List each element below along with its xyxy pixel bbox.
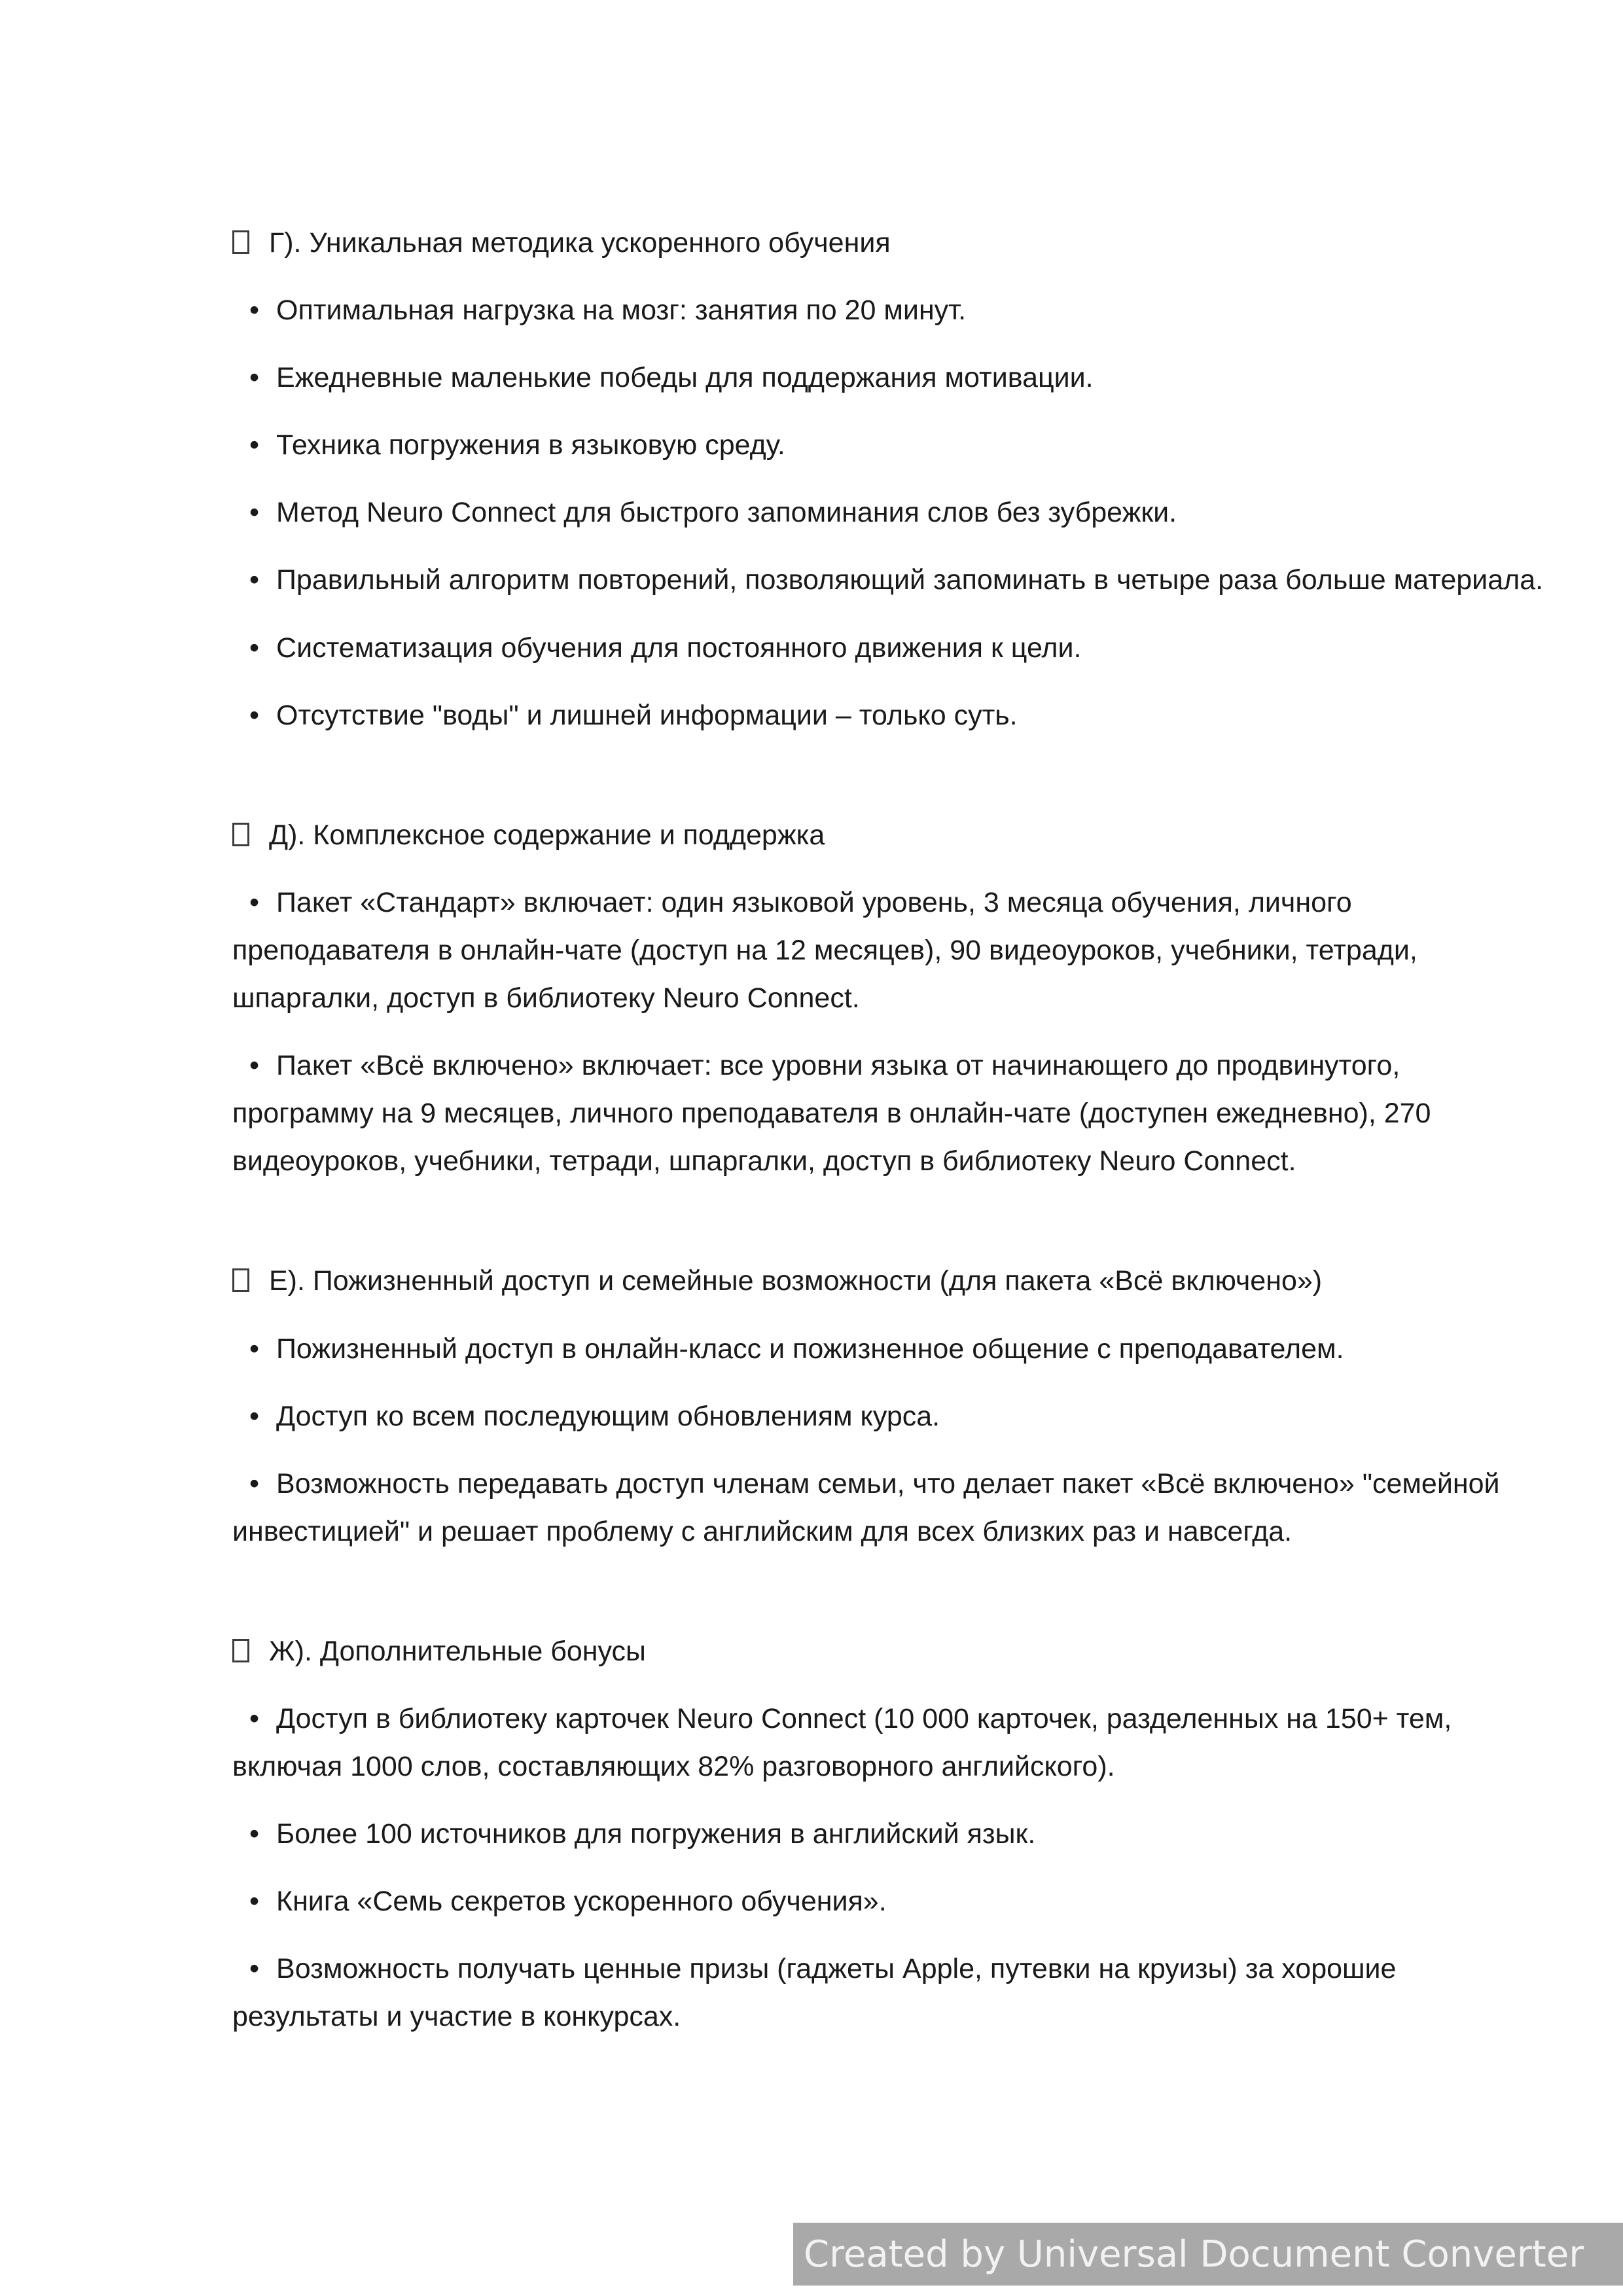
bullet-marker: • [249, 1333, 260, 1365]
watermark-text: Created by Universal Document Converter [804, 2233, 1584, 2276]
section-header [232, 812, 1548, 859]
bullet-marker: • [249, 699, 260, 731]
section-d [232, 812, 1548, 1186]
bullet-item [232, 1810, 1548, 1858]
bullet-text: Техника погружения в языковую среду. [276, 429, 785, 461]
section-zh [232, 1628, 1548, 2041]
bullet-text: Возможность передавать доступ членам семьи, что делает пакет «Всё включено» "семейной инвестицией" и решает проблему с английским для всех близких раз и навсегда. [232, 1467, 1500, 1547]
section-title: Ж). Дополнительные бонусы [268, 1635, 646, 1667]
bullet-text: Оптимальная нагрузка на мозг: занятия по 20 минут. [276, 295, 967, 327]
bullet-marker: • [249, 1818, 260, 1850]
bullet-text: Возможность получать ценные призы (гаджеты Apple, путевки на круизы) за хорошие результаты и участие в конкурсах. [232, 1953, 1397, 2033]
section-g [232, 219, 1548, 740]
bullet-item [232, 1878, 1548, 1926]
bullet-marker: • [249, 362, 260, 394]
bullet-text: Пакет «Всё включено» включает: все уровни языка от начинающего до продвинутого, программу на 9 месяцев, личного преподавателя в онлайн-чате (доступен ежедневно), 270 видеоуроков, учебники, тетради, шпаргалки, доступ в библиотеку Neuro Connect. [232, 1050, 1431, 1177]
bullet-marker: • [249, 497, 260, 529]
bullet-item [232, 556, 1548, 604]
bullet-marker: • [249, 1467, 260, 1499]
bullet-text: Ежедневные маленькие победы для поддержания мотивации. [276, 362, 1094, 394]
section-header [232, 1257, 1548, 1305]
bullet-item [232, 879, 1548, 1022]
section-header [232, 219, 1548, 267]
bullet-marker: • [249, 564, 260, 596]
bullet-item [232, 422, 1548, 469]
bullet-text: Более 100 источников для погружения в английский язык. [276, 1818, 1036, 1850]
missing-glyph-icon [232, 230, 249, 254]
document-content [232, 219, 1548, 2061]
bullet-text: Пакет «Стандарт» включает: один языковой уровень, 3 месяца обучения, личного преподавателя в онлайн-чате (доступ на 12 месяцев), 90 видеоуроков, учебники, тетради, шпаргалки, доступ в библиотеку Neuro Connect. [232, 886, 1418, 1014]
bullet-marker: • [249, 632, 260, 664]
bullet-item [232, 1695, 1548, 1791]
section-title: Д). Комплексное содержание и поддержка [268, 819, 825, 851]
bullet-item [232, 1945, 1548, 2041]
bullet-marker: • [249, 429, 260, 461]
bullet-text: Метод Neuro Connect для быстрого запоминания слов без зубрежки. [276, 497, 1177, 529]
section-title: Г). Уникальная методика ускоренного обучения [268, 227, 891, 259]
bullet-marker: • [249, 295, 260, 327]
bullet-item [232, 1393, 1548, 1441]
bullet-text: Правильный алгоритм повторений, позволяющий запоминать в четыре раза больше материала. [276, 564, 1544, 596]
section-header [232, 1628, 1548, 1676]
section-title: Е). Пожизненный доступ и семейные возможности (для пакета «Всё включено») [268, 1265, 1323, 1297]
bullet-text: Пожизненный доступ в онлайн-класс и пожизненное общение с преподавателем. [276, 1333, 1344, 1365]
bullet-marker: • [249, 1400, 260, 1432]
section-e [232, 1257, 1548, 1555]
bullet-item [232, 624, 1548, 672]
missing-glyph-icon [232, 1639, 249, 1662]
bullet-marker: • [249, 1050, 260, 1082]
bullet-text: Книга «Семь секретов ускоренного обучения». [276, 1886, 887, 1918]
bullet-item [232, 1325, 1548, 1373]
bullet-marker: • [249, 1886, 260, 1918]
bullet-item [232, 1042, 1548, 1185]
bullet-text: Доступ ко всем последующим обновлениям курса. [276, 1400, 940, 1432]
bullet-item [232, 354, 1548, 402]
watermark-bar [793, 2223, 1623, 2286]
bullet-text: Отсутствие "воды" и лишней информации – только суть. [276, 699, 1018, 731]
bullet-marker: • [249, 1702, 260, 1734]
bullet-text: Доступ в библиотеку карточек Neuro Connect (10 000 карточек, разделенных на 150+ тем, включая 1000 слов, составляющих 82% разговорного английского). [232, 1702, 1452, 1783]
bullet-marker: • [249, 886, 260, 918]
missing-glyph-icon [232, 1268, 249, 1292]
bullet-text: Систематизация обучения для постоянного движения к цели. [276, 632, 1082, 664]
bullet-item [232, 287, 1548, 334]
missing-glyph-icon [232, 823, 249, 846]
bullet-item [232, 489, 1548, 537]
bullet-item [232, 692, 1548, 740]
bullet-marker: • [249, 1953, 260, 1985]
bullet-item [232, 1460, 1548, 1556]
